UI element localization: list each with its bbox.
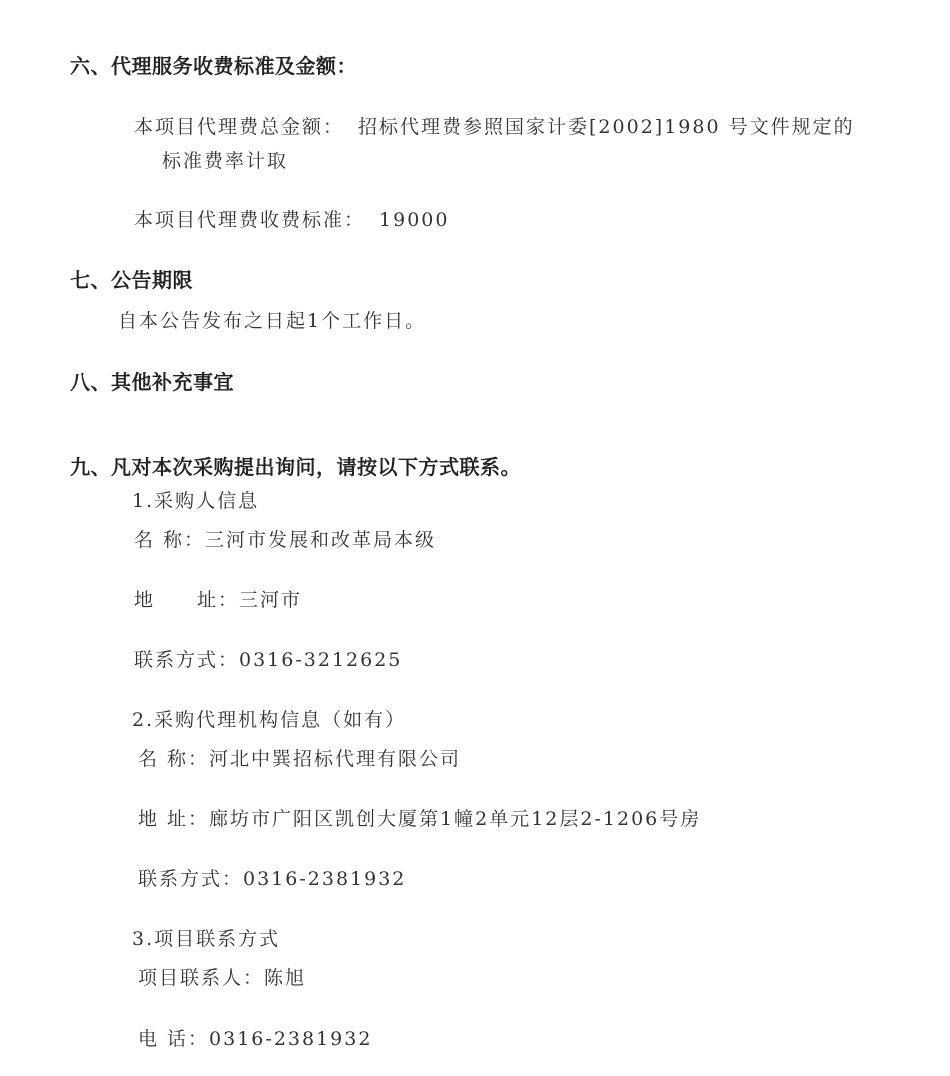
project-contact-person: 项目联系人：陈旭 [138,967,307,989]
agency-fee-standard-label: 本项目代理费收费标准： [134,209,366,231]
purchaser-contact: 联系方式：0316-3212625 [134,649,403,671]
announcement-period-text: 自本公告发布之日起1个工作日。 [118,310,427,332]
agency-fee-standard-line [134,205,449,232]
agency-info-title: 2.采购代理机构信息（如有） [132,709,407,731]
agency-fee-total-value-continued: 标准费率计取 [162,150,289,172]
agency-fee-total-value: 招标代理费参照国家计委[2002]1980 号文件规定的 [358,116,855,138]
project-contact-phone: 电 话：0316-2381932 [138,1028,373,1050]
section-8-heading: 八、其他补充事宜 [70,370,234,394]
section-6-heading: 六、代理服务收费标准及金额： [70,54,357,78]
agency-contact: 联系方式：0316-2381932 [138,868,407,890]
agency-name: 名 称：河北中巽招标代理有限公司 [138,748,462,770]
purchaser-name: 名 称：三河市发展和改革局本级 [134,529,437,551]
agency-fee-total-line [134,112,855,139]
agency-fee-total-label: 本项目代理费总金额： [134,116,345,138]
section-9-heading: 九、凡对本次采购提出询问，请按以下方式联系。 [70,455,521,479]
section-7-heading: 七、公告期限 [70,268,193,292]
project-contact-title: 3.项目联系方式 [132,928,281,950]
purchaser-info-title: 1.采购人信息 [132,490,260,512]
agency-fee-standard-value: 19000 [379,209,450,231]
purchaser-address: 地 址：三河市 [134,589,303,611]
agency-address: 地 址：廊坊市广阳区凯创大厦第1幢2单元12层2-1206号房 [138,808,702,830]
